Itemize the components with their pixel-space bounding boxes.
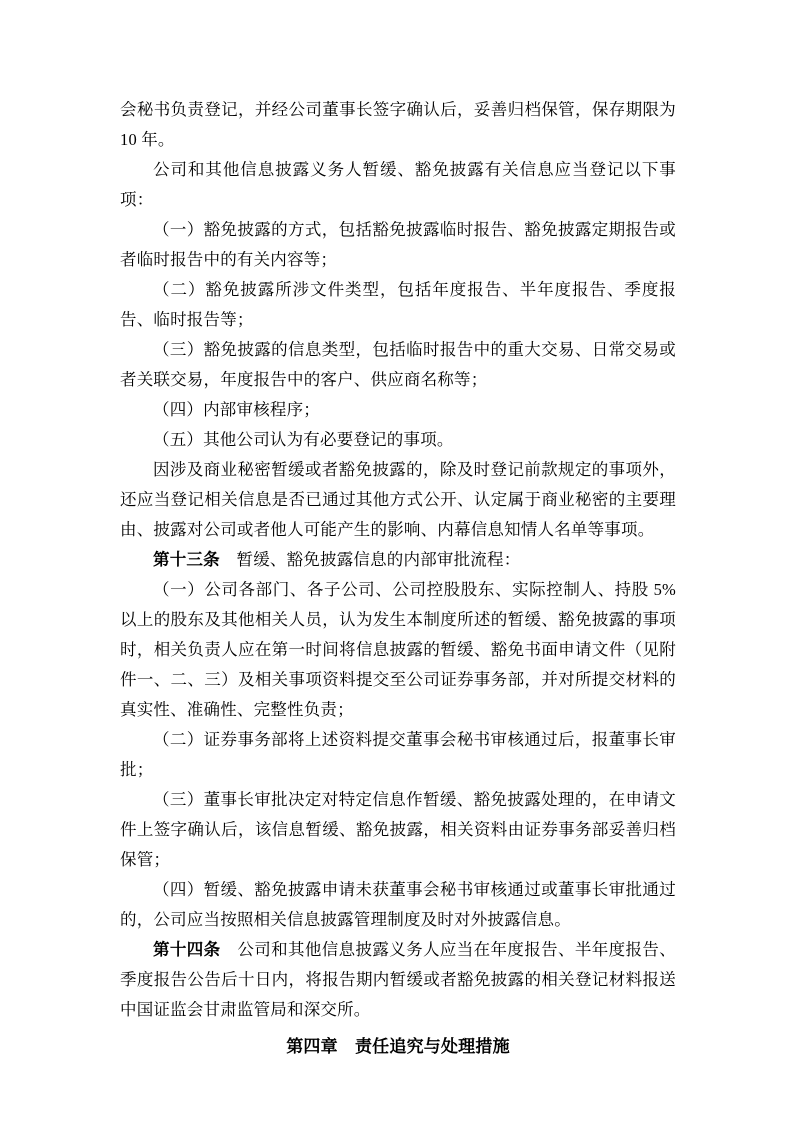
paragraph [120,455,676,545]
paragraph [120,785,676,875]
text-run: 因涉及商业秘密暂缓或者豁免披露的，除及时登记前款规定的事项外，还应当登记相关信息是否已通过其他方式公开、认定属于商业秘密的主要理由、披露对公司或者他人可能产生的影响、内幕信息知情人名单等事项。 [120,460,676,539]
paragraph [120,425,676,455]
text-run: （三）董事长审批决定对特定信息作暂缓、豁免披露处理的，在申请文件上签字确认后，该信息暂缓、豁免披露，相关资料由证券事务部妥善归档保管； [120,790,676,869]
document-body [120,95,676,1062]
bold-text-run: 第十四条 [153,940,221,959]
bold-text-run: 第四章 责任追究与处理措施 [286,1037,510,1056]
paragraph [120,275,676,335]
text-run: （二）证券事务部将上述资料提交董事会秘书审核通过后，报董事长审批； [120,730,676,779]
text-run: （二）豁免披露所涉文件类型，包括年度报告、半年度报告、季度报告、临时报告等； [120,280,676,329]
text-run: 暂缓、豁免披露信息的内部审批流程： [219,550,521,569]
text-run: （三）豁免披露的信息类型，包括临时报告中的重大交易、日常交易或者关联交易，年度报告中的客户、供应商名称等； [120,340,676,389]
text-run: （一）豁免披露的方式，包括豁免披露临时报告、豁免披露定期报告或者临时报告中的有关内容等； [120,220,676,269]
paragraph [120,875,676,935]
paragraph [120,725,676,785]
text-run: （四）暂缓、豁免披露申请未获董事会秘书审核通过或董事长审批通过的，公司应当按照相关信息披露管理制度及时对外披露信息。 [120,880,676,929]
paragraph [120,155,676,215]
chapter-heading [120,1032,676,1062]
text-run: （五）其他公司认为有必要登记的事项。 [153,430,454,449]
paragraph [120,95,676,155]
bold-text-run: 第十三条 [153,550,220,569]
paragraph [120,215,676,275]
text-run: 会秘书负责登记，并经公司董事长签字确认后，妥善归档保管，保存期限为 10 年。 [120,100,676,149]
paragraph [120,935,676,1025]
text-run: 公司和其他信息披露义务人暂缓、豁免披露有关信息应当登记以下事项： [120,160,676,209]
paragraph [120,335,676,395]
text-run: （四）内部审核程序； [153,400,320,419]
text-run: 公司和其他信息披露义务人应当在年度报告、半年度报告、季度报告公告后十日内，将报告期内暂缓或者豁免披露的相关登记材料报送中国证监会甘肃监管局和深交所。 [120,940,676,1019]
paragraph [120,545,676,575]
paragraph [120,575,676,725]
text-run: （一）公司各部门、各子公司、公司控股股东、实际控制人、持股 5%以上的股东及其他相关人员，认为发生本制度所述的暂缓、豁免披露的事项时，相关负责人应在第一时间将信息披露的暂缓、豁免书面申请文件（见附件一、二、三）及相关事项资料提交至公司证券事务部，并对所提交材料的真实性、准确性、完整性负责； [120,580,676,719]
paragraph [120,395,676,425]
